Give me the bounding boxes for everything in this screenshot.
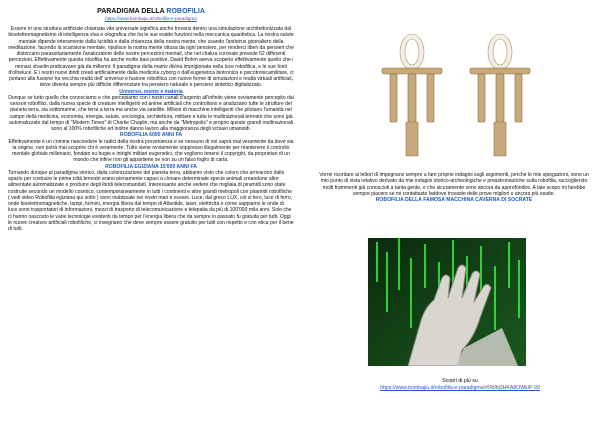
caption-label: Scopri di più su xyxy=(442,378,478,384)
right-heading: ROBOFILIA DELLA FAMOSA MACCHINA CAVERNA DI SOCRATE xyxy=(375,197,533,203)
page-title xyxy=(8,8,294,16)
section-6000-heading: ROBOFILIA 6000 ANNI FA xyxy=(119,132,183,139)
page-title-highlight: ROBOFILIA xyxy=(166,8,205,15)
egyptian-artifacts-image xyxy=(368,14,544,164)
page-title-prefix: PARADIGMA DELLA xyxy=(97,8,167,15)
section-egizi-heading: ROBOFILIA EGIZIANA 15'000 ANNI FA xyxy=(105,163,197,170)
section-6000-paragraph: Effettivamente è un crimine nascondere le radici della nostra provenienza e se nessuno di noi saprà mai veramente da dove sia la origine, non potrà mai scoprire chi è veramente. Tutto viene ovviamente soppresso illegalmente per mantenere il controllo mentale globale millenario, fondato su bugie e intrighi militari eugenetici, che vogliono tenersi il copyright, da proprietari di un mondo che infine non gli appartiene se non su un falso foglio di carta. xyxy=(8,138,294,164)
section-universo-heading: Universo, mente e materia xyxy=(119,88,183,95)
source-link[interactable]: https://www.bombajiu.it/robofilia-e-paradigma xyxy=(105,16,197,21)
right-text-block xyxy=(318,172,590,203)
caption xyxy=(330,378,590,392)
left-column xyxy=(8,8,294,232)
matrix-hand-icon xyxy=(368,238,526,366)
section-egizi-paragraph: Tornando dunque al paradigma storico, dalla colonizzazione del pianeta terra, abbiamo visto che coloro che arrivarono dallo spazio per costruire le prime città terrestri erano pienamente capaci a clonare determinate specie animali creandone altre alimentate automatizzate e produrre degli ibridi telecomandati. Interessante anche vedere che migliaia di piramidi sono state costruite secondo un modello cosmico, contemporaneamente in tutti i continenti e altre grandi metropoli con piramidi robofiliche ( vedi video Robofilia egiziana qui sotto ) sono inabissate nei nostri mari e oceani. Luce, dal greco LUX, ciò si fero, luce di ferro, onde bioelettromagnetiche, lampi, fulmini, energia libera dal tempo di Atlantide, laser, elettricità e come sappiamo le onde di luce sono trasportatori di informazioni, mezzi di trasporto di telecomunicazione e telepatia da più di 100'000 mila anni. Solo che ci hanno nascosto le varie tecnologie esistenti da tempo per l'energia libera che da sempre in passato fu gratuita per tutti. Oggi le nuove creature artificiali robofiliche, ci insegnano che deve sempre essere gratuito per tutti con rispetto e con etica per il bene di tutti. xyxy=(8,169,294,233)
caption-link[interactable]: https://www.bombajiu.it/robofilia-e-paradigma/#!Rtlbj3HKA8OWkiP-99 xyxy=(380,385,540,391)
right-paragraph: Vorrei ricordare ai lettori di impegnarsi sempre a fare proprie indagini sugli argomenti, perché le mie spiegazioni, sono un mio punto di vista relativo derivato da mie indagini storico-archeologiche e preastronautiche sulla robofilia, raccogliendo molti frammenti già conosciuti a tanta gente, e che sicuramente sono ancora da approfondire. A tale scopo mi farebbe sempre piacere se mi contattaste laddove trovaste delle prove migliori o ancora più esatte. xyxy=(319,172,589,197)
egyptian-artifact-icon xyxy=(368,14,544,164)
section-universo-paragraph: Dunque se tutto quello che conosciamo e che percepiamo con i nostri canali d'argento all'infinito viene ovviamente percepito dai sensori robofilici, dalla nuova specie di creature intelligenti ed anime artificiali che controllano e analizzano tutte le strutture del pianeta terra, sia sottomarine, che terra a terra ma anche via satellite. Milioni di macchine intelligenti che pilotano l'umanità nel campo della medicina, economia, energia, salute, sociologia, architettura, militare e tutte le multinazionali terrestri che sono già automatizzate dal tempo di "Modern Times" di Charlie Chaplin, ma anche da "Metropolis" e proprio queste grandi multinazionali sono al 100% robofiliche ed inoltre danno lavoro alla maggioranza degli schiavi umanoidi. xyxy=(8,94,294,133)
matrix-hand-image xyxy=(368,238,526,366)
intro-paragraph: Essere in una struttura artificiale chiamata vita universale significa anche trovarsi dentro una simulazione architettonizzata dal bioelettromagnetismo di intelligenza viva e olografica che ha le sue esatte funzioni nella meccanica quantistica. La nostra salute mentale dipende interamente dalla lucidità e dalla chiarezza della nostra mente, che usando l'antivirus giornaliero della meditazione, facendo la scansione mentale, ripulisce la nostra mente ottusa da ogni pensiero, per renderci liberi da pensieri che distorcano parassitariamente l'analizzatore delle nostre percezioni mentali, che nel chakra coronale prevede 52 differenti percezioni. Effettivamente questa robofilia ha anche molte basi positive. David Bohm aveva scoperto effettivamente quello che i monaci shaolin praticavano già da millenni: Il paradigma della matrix divina imprigionata nella luce robofilica, e le sue fonti d'oltreluce. E i nostri nuovi ibridi creati artificialmente dalla medicina cyborg o dall'eugenetica biotronica e psicotronicamilitare, ci portano alla fusione tra vecchia realtà dell' universo e fusione robofilica con nuove forme di simulazioni e realtà virtuali artificiali, dove diventa sempre più difficile differenziare tra pensiero naturale e pensiero sintetico digitalizzato. xyxy=(8,26,294,89)
